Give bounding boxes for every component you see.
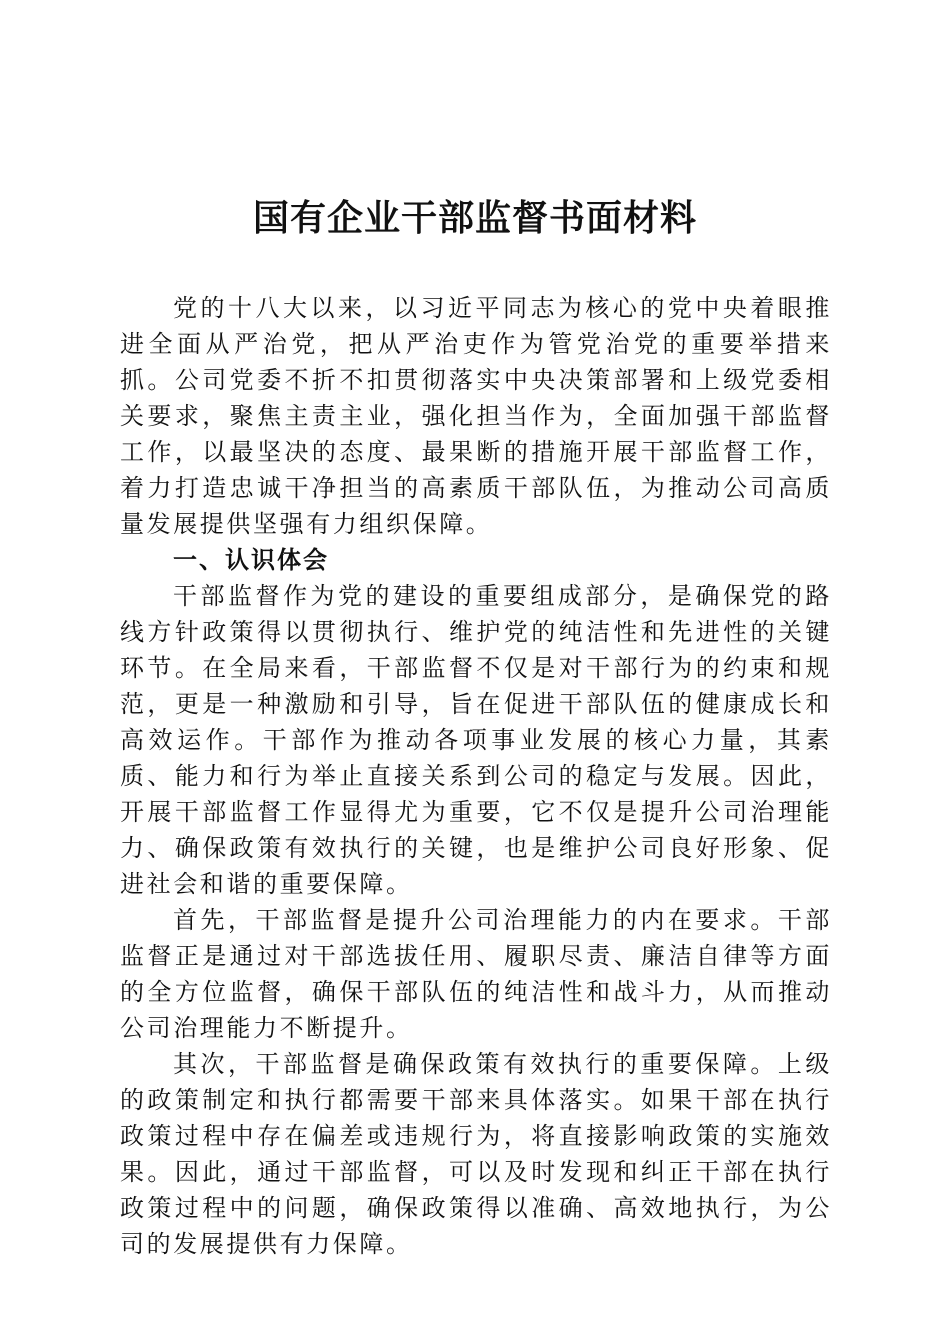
document-title: 国有企业干部监督书面材料 (252, 197, 697, 239)
body-paragraph: 首先，干部监督是提升公司治理能力的内在要求。干部监督正是通过对干部选拔任用、履职尽责、廉洁自律等方面的全方位监督，确保干部队伍的纯洁性和战斗力，从而推动公司治理能力不断提升。 (120, 906, 832, 1042)
document-body (120, 290, 832, 1262)
body-paragraph: 干部监督作为党的建设的重要组成部分，是确保党的路线方针政策得以贯彻执行、维护党的纯洁性和先进性的关键环节。在全局来看，干部监督不仅是对干部行为的约束和规范，更是一种激励和引导，旨在促进干部队伍的健康成长和高效运作。干部作为推动各项事业发展的核心力量，其素质、能力和行为举止直接关系到公司的稳定与发展。因此，开展干部监督工作显得尤为重要，它不仅是提升公司治理能力、确保政策有效执行的关键，也是维护公司良好形象、促进社会和谐的重要保障。 (120, 582, 832, 898)
intro-paragraph: 党的十八大以来，以习近平同志为核心的党中央着眼推进全面从严治党，把从严治吏作为管党治党的重要举措来抓。公司党委不折不扣贯彻落实中央决策部署和上级党委相关要求，聚焦主责主业，强化担当作为，全面加强干部监督工作，以最坚决的态度、最果断的措施开展干部监督工作，着力打造忠诚干净担当的高素质干部队伍，为推动公司高质量发展提供坚强有力组织保障。 (120, 294, 832, 538)
body-paragraph: 其次，干部监督是确保政策有效执行的重要保障。上级的政策制定和执行都需要干部来具体落实。如果干部在执行政策过程中存在偏差或违规行为，将直接影响政策的实施效果。因此，通过干部监督，可以及时发现和纠正干部在执行政策过程中的问题，确保政策得以准确、高效地执行，为公司的发展提供有力保障。 (120, 1050, 832, 1258)
section-heading: 一、认识体会 (173, 546, 329, 574)
